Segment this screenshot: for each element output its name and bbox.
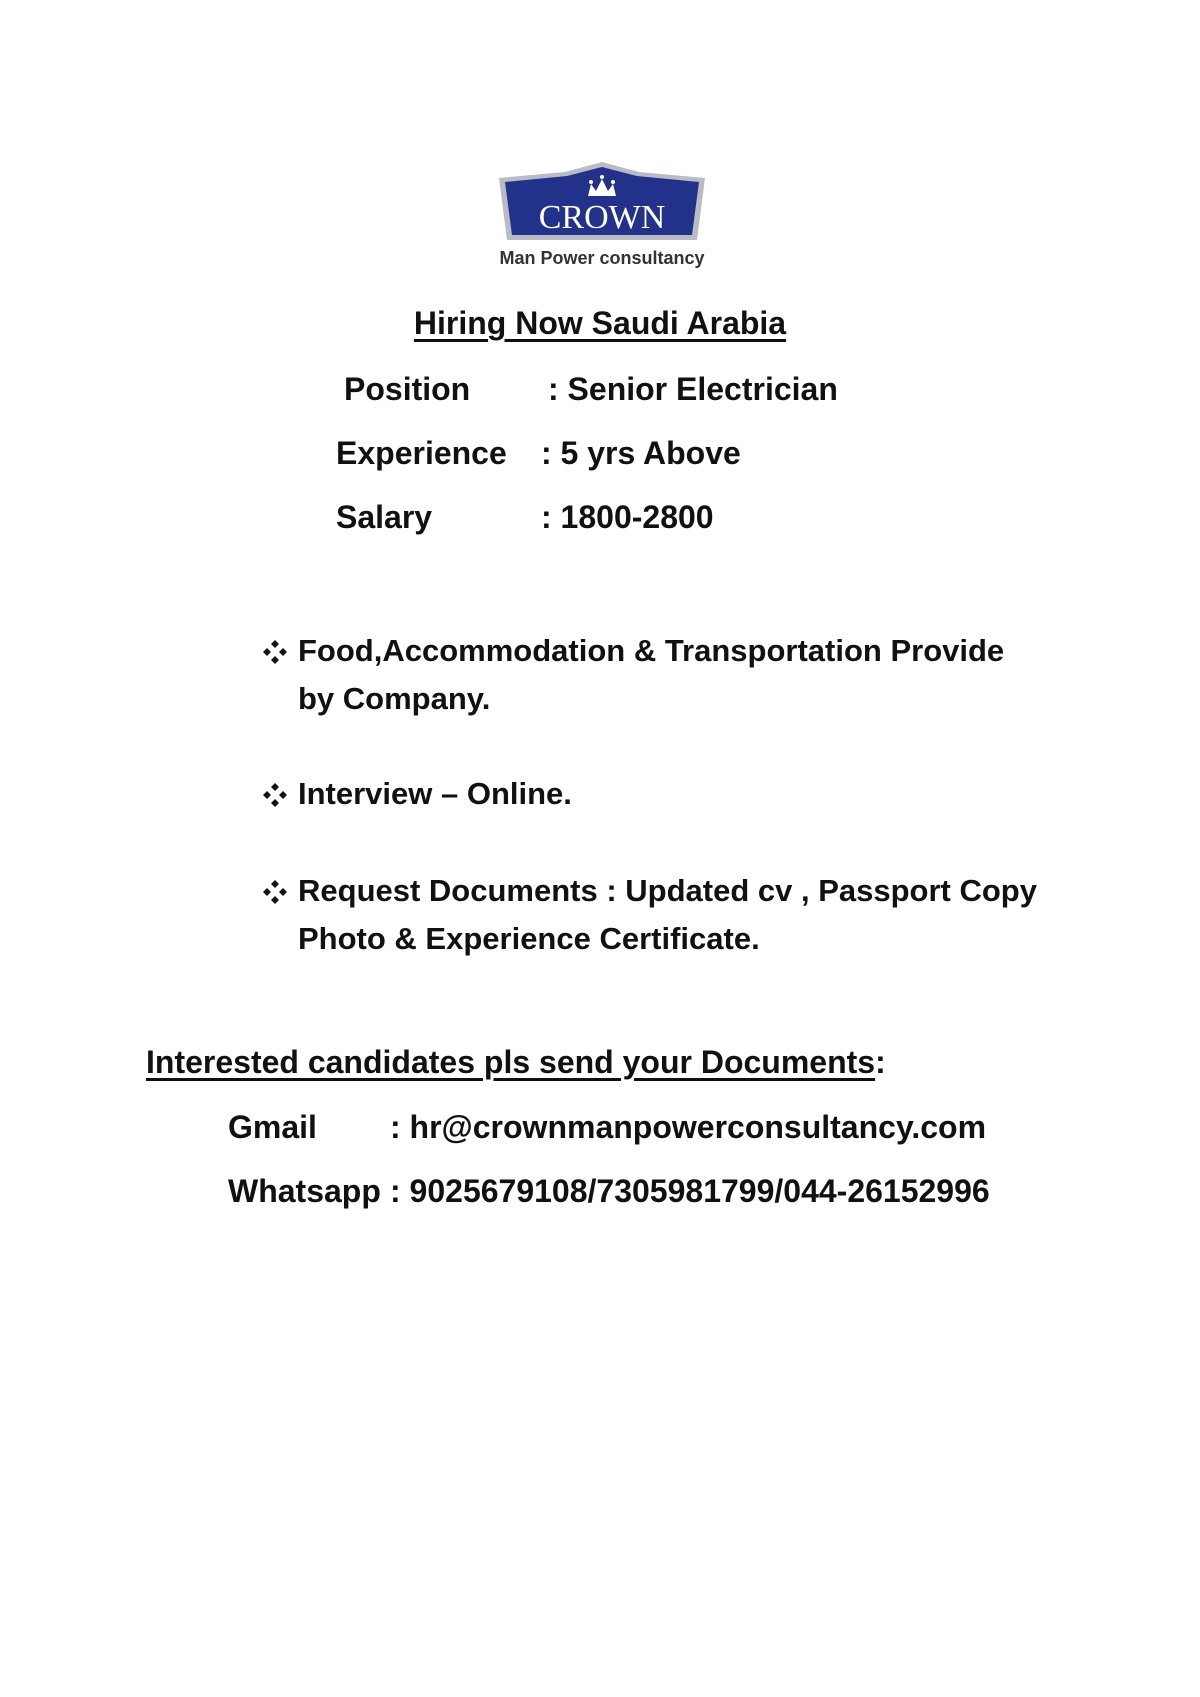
bullet-text xyxy=(298,867,1078,963)
position-label: Position xyxy=(344,371,471,407)
bullet-text xyxy=(298,627,1078,723)
bullet-line: Photo & Experience Certificate. xyxy=(298,921,760,956)
gmail-label: Gmail xyxy=(228,1109,317,1145)
salary-value: : 1800-2800 xyxy=(541,499,714,535)
bullet-line: Food,Accommodation & Transportation Provide xyxy=(298,633,1005,668)
salary-label: Salary xyxy=(336,499,433,535)
whatsapp-label: Whatsapp xyxy=(228,1173,381,1209)
bullet-line: Request Documents : Updated cv , Passport Copy xyxy=(298,873,1037,908)
page-title: Hiring Now Saudi Arabia xyxy=(413,305,787,341)
position-value: : Senior Electrician xyxy=(548,371,838,407)
bullet-line: Interview – Online. xyxy=(298,776,572,811)
company-logo xyxy=(495,160,709,280)
experience-label: Experience xyxy=(336,435,507,471)
bullet-text xyxy=(298,770,1078,818)
four-diamond-bullet-icon xyxy=(262,879,288,905)
contact-heading xyxy=(146,1044,886,1081)
svg-text:CROWN: CROWN xyxy=(538,199,666,236)
whatsapp-value: : 9025679108/7305981799/044-26152996 xyxy=(390,1173,990,1209)
bullet-line: by Company. xyxy=(298,681,491,716)
contact-heading-text: Interested candidates pls send your Documents xyxy=(146,1044,876,1080)
four-diamond-bullet-icon xyxy=(262,782,288,808)
crown-logo-icon xyxy=(495,160,709,250)
contact-heading-colon: : xyxy=(875,1044,886,1080)
gmail-value: : hr@crownmanpowerconsultancy.com xyxy=(390,1109,987,1145)
four-diamond-bullet-icon xyxy=(262,639,288,665)
experience-value: : 5 yrs Above xyxy=(541,435,741,471)
logo-tagline: Man Power consultancy xyxy=(499,248,705,268)
